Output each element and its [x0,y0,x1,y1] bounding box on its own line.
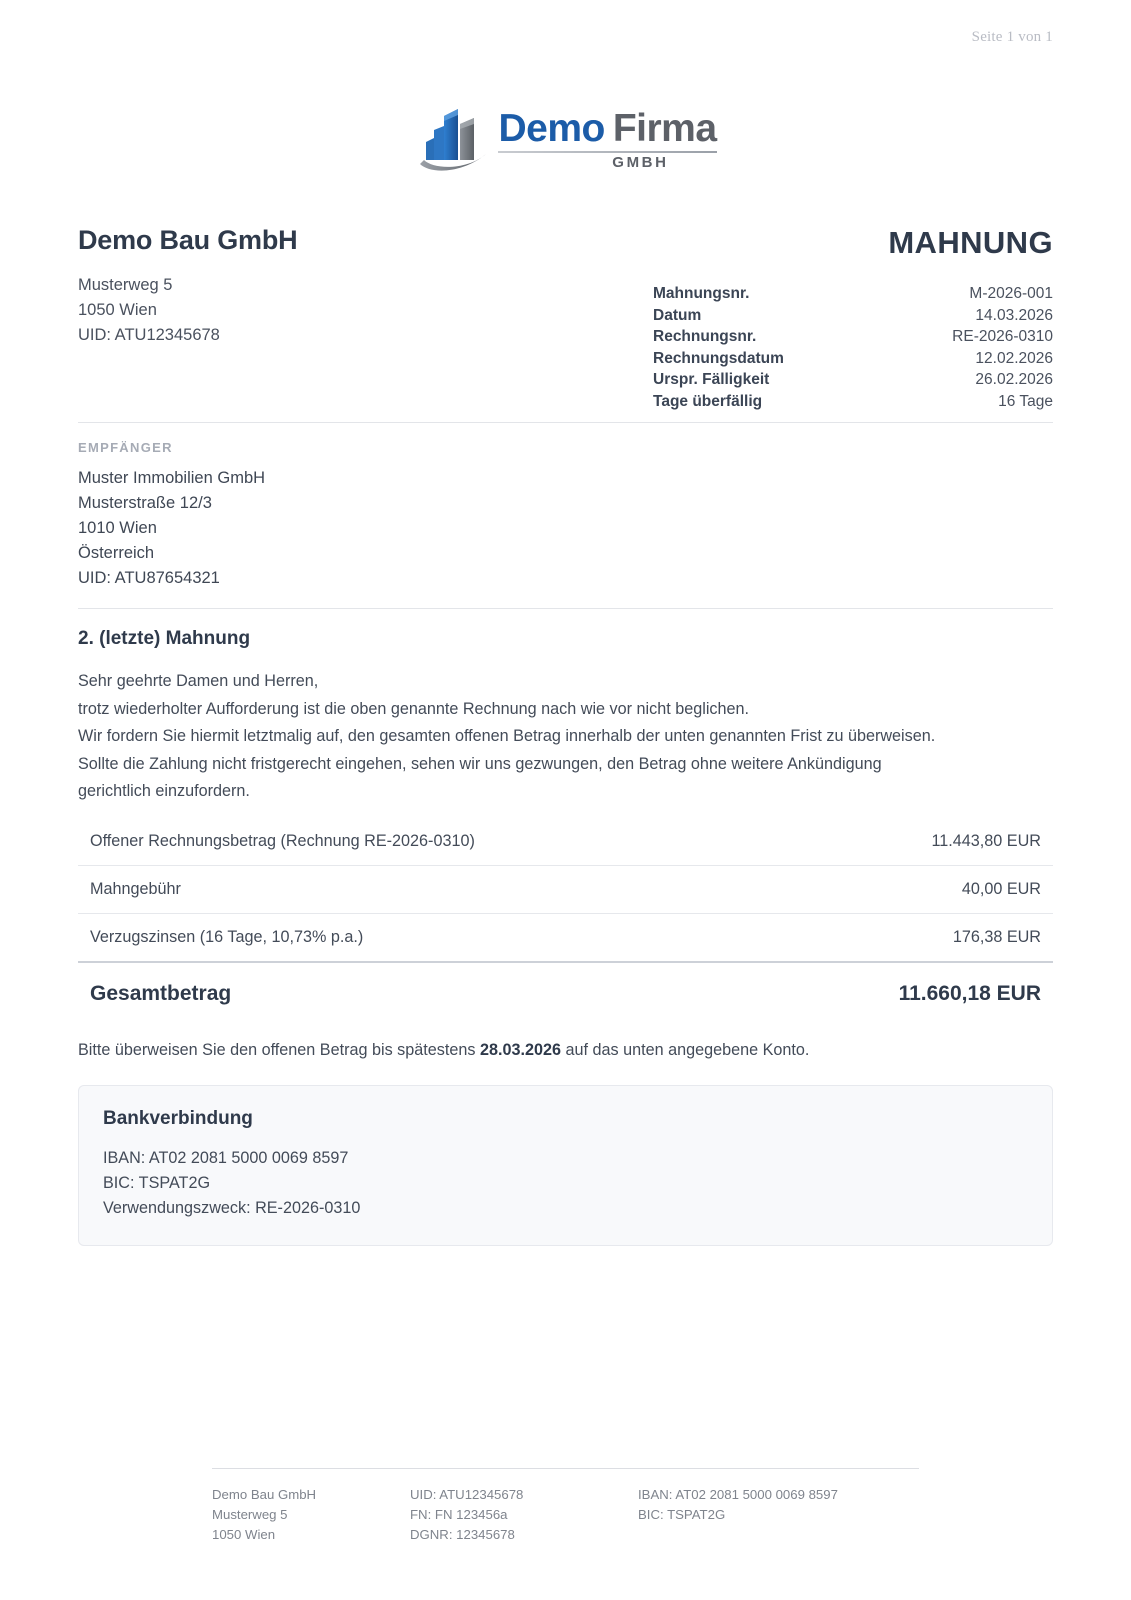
meta-value: 16 Tage [998,392,1053,410]
recipient-country: Österreich [78,544,155,562]
meta-label: Mahnungsnr. [653,285,750,302]
logo-name-primary: Demo [498,106,605,150]
footer-line: Musterweg 5 [212,1507,288,1522]
recipient-vat-id: UID: ATU87654321 [78,569,220,587]
meta-row [653,283,1053,305]
footer-company-column [212,1485,410,1545]
letter-paragraph-line: gerichtlich einzufordern. [78,782,250,800]
amount-value: 40,00 EUR [961,880,1041,898]
page-footer [212,1468,919,1545]
document-title: MAHNUNG [888,225,1053,260]
document-meta-block [653,225,1053,412]
amount-row [78,913,1053,961]
meta-label: Tage überfällig [653,392,763,410]
amount-value: 176,38 EUR [952,928,1041,946]
footer-line: Demo Bau GmbH [212,1487,317,1502]
footer-bank-column [638,1485,919,1545]
meta-row [653,305,1053,327]
amount-label: Verzugszinsen (16 Tage, 10,73% p.a.) [90,928,364,946]
section-divider [78,608,1053,609]
letter-heading: 2. (letzte) Mahnung [78,628,251,649]
total-value: 11.660,18 EUR [898,982,1041,1005]
footer-line: IBAN: AT02 2081 5000 0069 8597 [638,1487,838,1502]
section-divider [78,422,1053,423]
deadline-prefix: Bitte überweisen Sie den offenen Betrag bis spätestens [78,1041,480,1059]
meta-row [653,348,1053,370]
deadline-date: 28.03.2026 [479,1041,561,1059]
bank-payment-reference: Verwendungszweck: RE-2026-0310 [103,1199,361,1217]
bank-iban: IBAN: AT02 2081 5000 0069 8597 [103,1149,349,1167]
document-meta-table [653,283,1053,412]
recipient-company-name: Muster Immobilien GmbH [78,469,266,487]
meta-label: Datum [653,306,702,324]
total-label: Gesamtbetrag [90,982,232,1005]
logo-name-secondary: Firma [612,106,717,150]
meta-label: Rechnungsnr. [653,328,757,345]
footer-divider [212,1468,919,1469]
amount-value: 11.443,80 EUR [931,832,1041,850]
meta-row [653,369,1053,391]
footer-line: FN: FN 123456a [410,1507,508,1522]
letter-paragraph-line: Sollte die Zahlung nicht fristgerecht eingehen, sehen wir uns gezwungen, den Betrag ohne weitere Ankündigung [78,754,882,773]
letter-body [78,628,1053,806]
footer-line: 1050 Wien [212,1527,276,1542]
recipient-label: EMPFÄNGER [78,440,173,455]
letter-paragraph-line: trotz wiederholter Aufforderung ist die oben genannte Rechnung nach wie vor nicht beglichen. [78,699,750,718]
footer-registration-column [410,1485,638,1545]
deadline-suffix: auf das unten angegebene Konto. [560,1041,810,1059]
footer-line: DGNR: 12345678 [410,1527,515,1542]
amount-label: Mahngebühr [90,880,181,898]
sender-block [78,225,297,348]
header-section [78,225,1053,412]
meta-value: M-2026-001 [969,285,1053,302]
meta-value: 14.03.2026 [975,306,1053,324]
sender-address-line: Musterweg 5 [78,276,173,294]
meta-label: Rechnungsdatum [653,349,784,367]
meta-row [653,326,1053,348]
meta-label: Urspr. Fälligkeit [653,371,770,388]
logo-rule [498,151,716,153]
sender-vat-id: UID: ATU12345678 [78,326,220,344]
letter-salutation: Sehr geehrte Damen und Herren, [78,672,319,690]
amount-row [78,818,1053,865]
sender-address-line: 1050 Wien [78,301,157,319]
footer-line: UID: ATU12345678 [410,1487,524,1502]
amount-label: Offener Rechnungsbetrag (Rechnung RE-2026-0310) [90,832,475,850]
letter-paragraph-line: Wir fordern Sie hiermit letztmalig auf, den gesamten offenen Betrag innerhalb der unten genannten Frist zu überweisen. [78,727,936,745]
meta-value: 12.02.2026 [975,349,1053,367]
amounts-table [78,818,1053,1014]
recipient-block [78,440,265,591]
meta-value: RE-2026-0310 [952,328,1053,345]
bank-details-box [78,1085,1053,1246]
company-logo [0,104,1131,176]
logo-legal-form: GMBH [612,153,669,171]
meta-row [653,391,1053,413]
total-row [78,961,1053,1014]
page-indicator: Seite 1 von 1 [971,29,1053,45]
building-skyline-logo-icon [414,104,492,176]
recipient-address-line: Musterstraße 12/3 [78,494,212,512]
payment-deadline-note [78,1038,1053,1062]
meta-value: 26.02.2026 [975,371,1053,388]
amount-row [78,865,1053,913]
recipient-address-line: 1010 Wien [78,519,157,537]
sender-company-name: Demo Bau GmbH [78,225,298,255]
footer-line: BIC: TSPAT2G [638,1507,726,1522]
bank-details-title: Bankverbindung [103,1108,253,1129]
bank-bic: BIC: TSPAT2G [103,1174,211,1192]
